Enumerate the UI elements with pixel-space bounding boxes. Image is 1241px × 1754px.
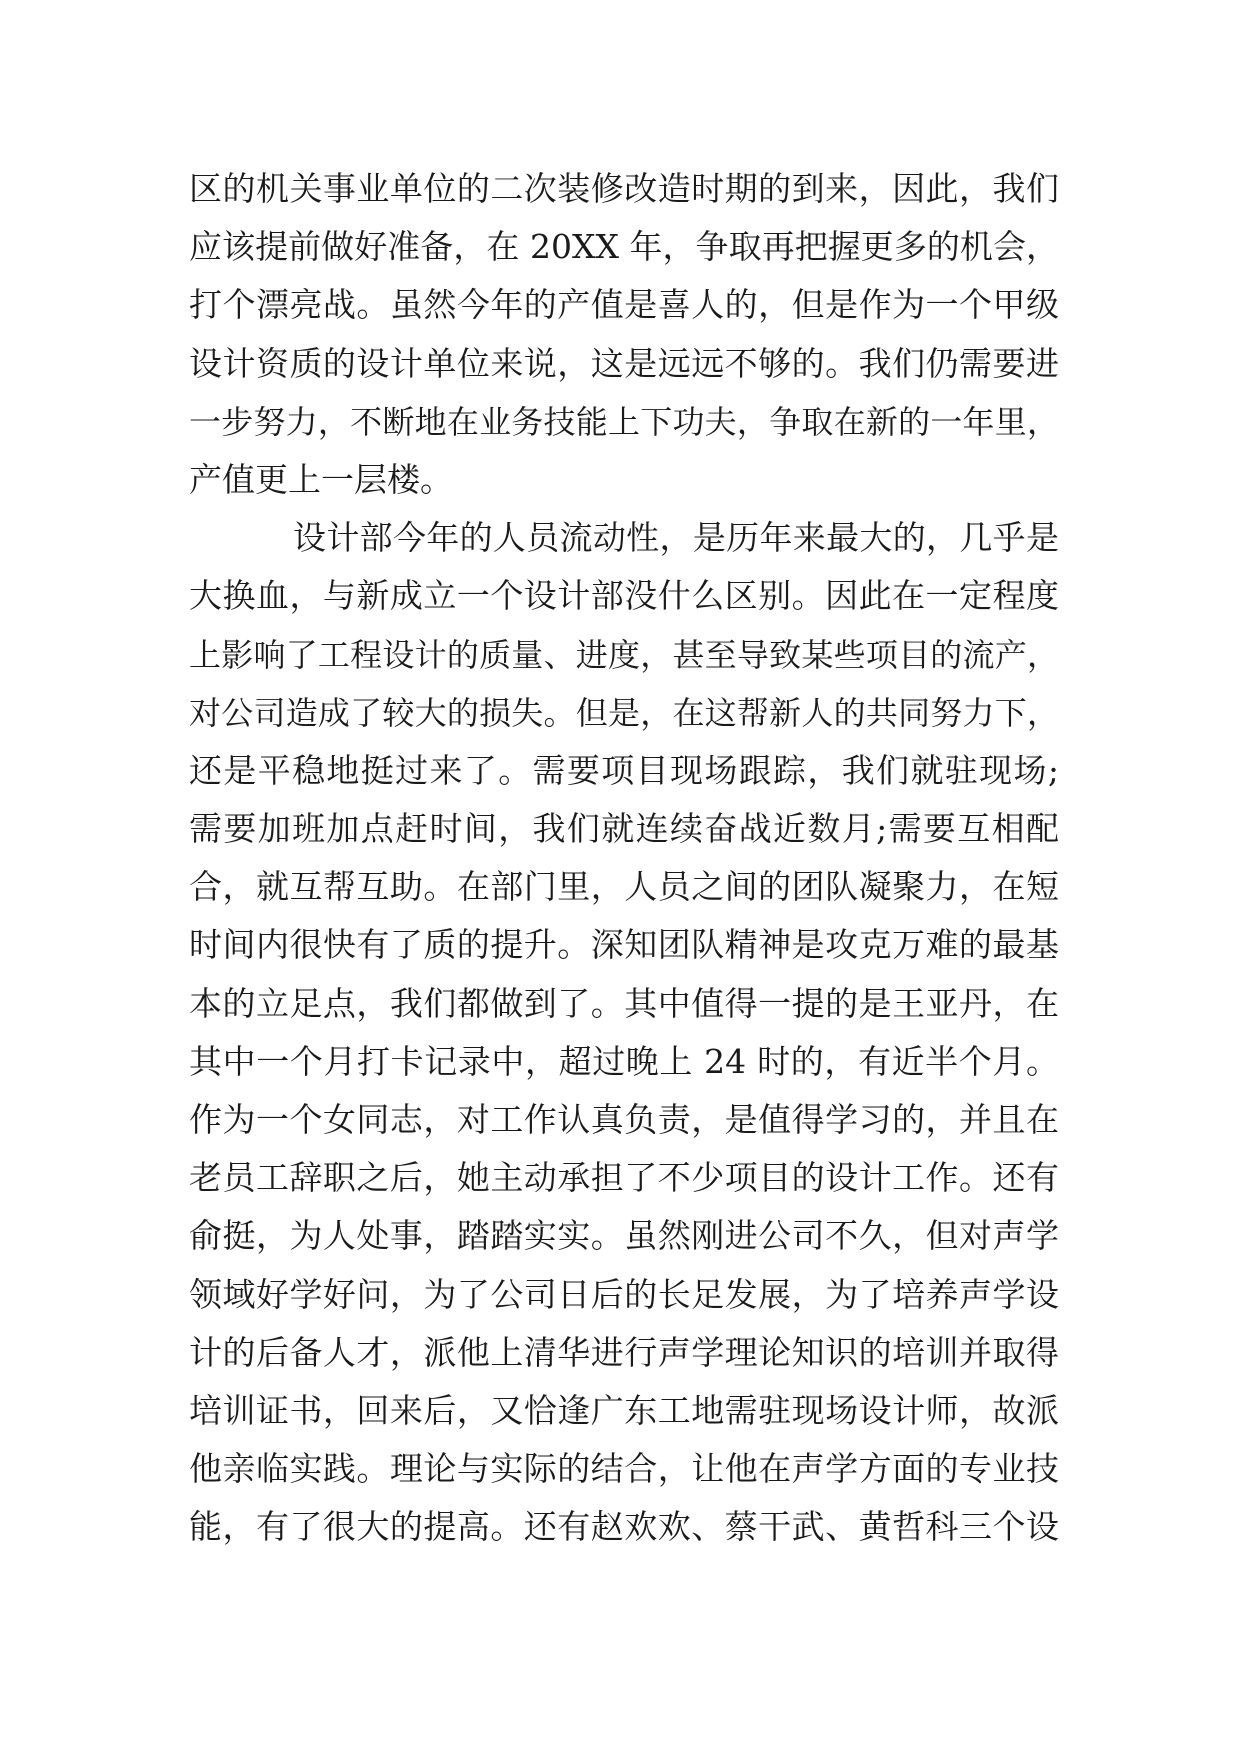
text-line: 设计资质的设计单位来说，这是远远不够的。我们仍需要进 (189, 343, 1059, 383)
text-line: 老员工辞职之后，她主动承担了不少项目的设计工作。还有 (189, 1158, 1059, 1198)
text-line: 大换血，与新成立一个设计部没什么区别。因此在一定程度 (189, 576, 1059, 616)
text-line: 合，就互帮互助。在部门里，人员之间的团队凝聚力，在短 (189, 867, 1059, 907)
text-line: 俞挺，为人处事，踏踏实实。虽然刚进公司不久，但对声学 (189, 1216, 1059, 1256)
text-line: 产值更上一层楼。 (189, 459, 453, 499)
text-line: 他亲临实践。理论与实际的结合，让他在声学方面的专业技 (189, 1449, 1059, 1489)
body-text (189, 160, 1059, 1557)
text-line: 一步努力，不断地在业务技能上下功夫，争取在新的一年里， (189, 402, 1059, 441)
text-line: 作为一个女同志，对工作认真负责，是值得学习的，并且在 (189, 1100, 1059, 1139)
text-line: 能，有了很大的提高。还有赵欢欢、蔡干武、黄哲科三个设 (189, 1507, 1059, 1547)
text-line: 区的机关事业单位的二次装修改造时期的到来，因此，我们 (189, 169, 1059, 208)
text-line: 应该提前做好准备，在 20XX 年，争取再把握更多的机会， (189, 227, 1059, 267)
text-line: 需要加班加点赶时间，我们就连续奋战近数月;需要互相配 (189, 809, 1059, 849)
text-line: 培训证书，回来后，又恰逢广东工地需驻现场设计师，故派 (189, 1390, 1059, 1430)
text-line: 时间内很快有了质的提升。深知团队精神是攻克万难的最基 (189, 925, 1059, 965)
paragraph-first-line: 设计部今年的人员流动性，是历年来最大的，几乎是 (293, 518, 1059, 558)
text-line: 打个漂亮战。虽然今年的产值是喜人的，但是作为一个甲级 (189, 285, 1059, 325)
text-line: 其中一个月打卡记录中，超过晚上 24 时的，有近半个月。 (189, 1041, 1059, 1081)
text-line: 对公司造成了较大的损失。但是，在这帮新人的共同努力下， (189, 693, 1059, 732)
text-line: 计的后备人才，派他上清华进行声学理论知识的培训并取得 (189, 1332, 1059, 1372)
text-line: 本的立足点，我们都做到了。其中值得一提的是王亚丹，在 (189, 983, 1059, 1023)
text-line: 上影响了工程设计的质量、进度，甚至导致某些项目的流产， (189, 635, 1059, 674)
text-line: 还是平稳地挺过来了。需要项目现场跟踪，我们就驻现场; (189, 750, 1059, 790)
text-line: 领域好学好问，为了公司日后的长足发展，为了培养声学设 (189, 1274, 1059, 1314)
